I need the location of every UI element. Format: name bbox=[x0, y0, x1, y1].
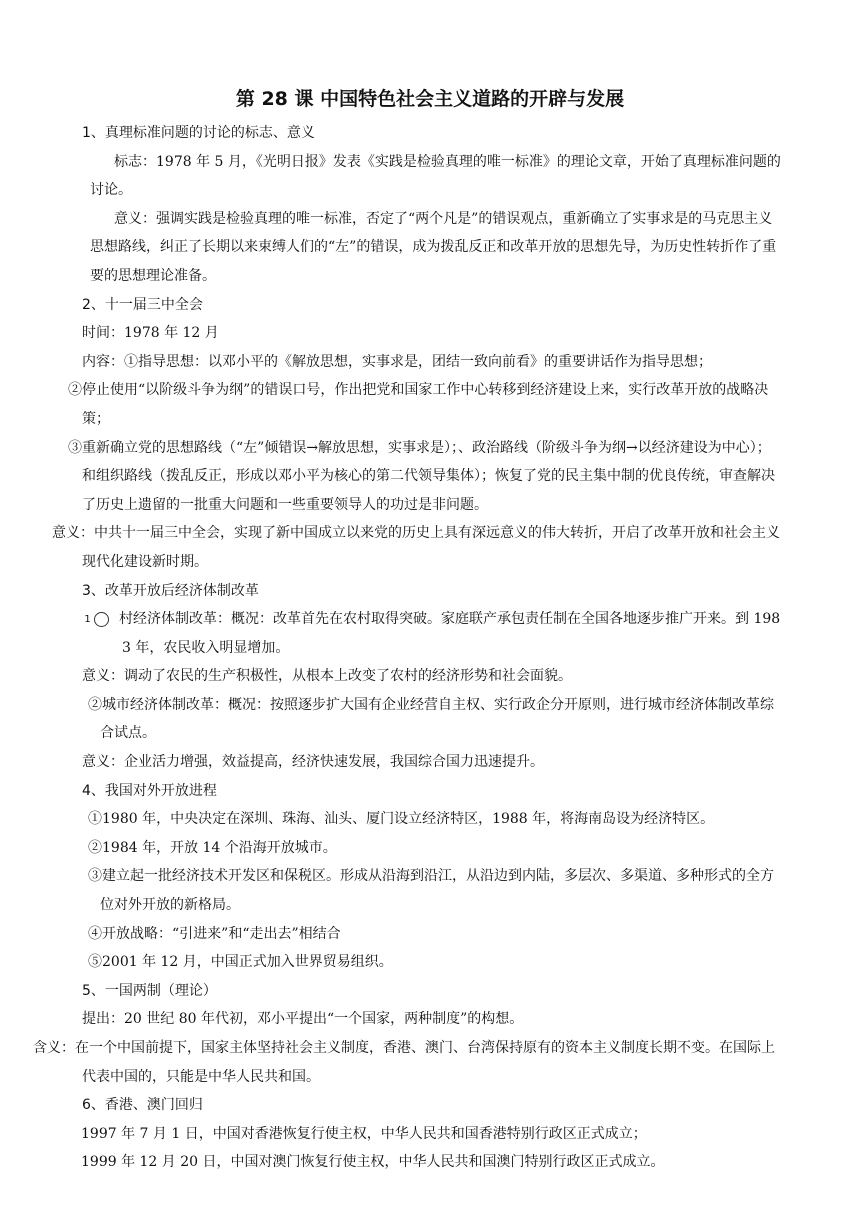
section-3-item-1 bbox=[82, 605, 782, 662]
section-3-item-1-text: 村经济体制改革：概况：改革首先在农村取得突破。家庭联产承包责任制在全国各地逐步推广开来。到 1983 年，农民收入明显增加。 bbox=[119, 611, 781, 656]
section-3-item-2: ②城市经济体制改革：概况：按照逐步扩大国有企业经营自主权、实行政企分开原则，进行城市经济体制改革综合试点。 bbox=[88, 696, 774, 742]
section-6-heading: 6、香港、澳门回归 bbox=[82, 1097, 203, 1114]
section-4-item: ②1984 年，开放 14 个沿海开放城市。 bbox=[88, 839, 337, 856]
section-2-heading: 2、十一届三中全会 bbox=[82, 296, 203, 313]
page-title: 第 28 课 中国特色社会主义道路的开辟与发展 bbox=[235, 88, 625, 110]
section-4-item: ⑤2001 年 12 月，中国正式加入世界贸易组织。 bbox=[88, 954, 393, 971]
section-3-item-2-yiyi: 意义：企业活力增强，效益提高，经济快速发展，我国综合国力迅速提升。 bbox=[82, 754, 544, 771]
section-1-biaozhi: 标志：1978 年 5 月，《光明日报》发表《实践是检验真理的唯一标准》的理论文章，开始了真理标准问题的讨论。 bbox=[90, 153, 781, 199]
circled-number-1: 1 bbox=[94, 612, 109, 627]
section-4-item: ①1980 年，中央决定在深圳、珠海、汕头、厦门设立经济特区，1988 年，将海南岛设为经济特区。 bbox=[88, 811, 715, 828]
section-2-content-2: ②停止使用“以阶级斗争为纲”的错误口号，作出把党和国家工作中心转移到经济建设上来，实行改革开放的战略决策； bbox=[68, 382, 769, 427]
section-5-tichu: 提出：20 世纪 80 年代初，邓小平提出“一个国家，两种制度”的构想。 bbox=[82, 1011, 524, 1028]
section-5-hanyi: 含义：在一个中国前提下，国家主体坚持社会主义制度，香港、澳门、台湾保持原有的资本主义制度长期不变。在国际上代表中国的，只能是中华人民共和国。 bbox=[33, 1040, 775, 1085]
section-6-line-2: 1999 年 12 月 20 日，中国对澳门恢复行使主权，中华人民共和国澳门特别行政区正式成立。 bbox=[81, 1154, 665, 1171]
section-1-yiyi: 意义：强调实践是检验真理的唯一标准，否定了“两个凡是”的错误观点，重新确立了实事求是的马克思主义思想路线，纠正了长期以来束缚人们的“左”的错误，成为拨乱反正和改革开放的思想先导，为历史性转折作了重要的思想理论准备。 bbox=[90, 210, 777, 284]
section-6-line-1: 1997 年 7 月 1 日，中国对香港恢复行使主权，中华人民共和国香港特别行政区正式成立； bbox=[81, 1125, 647, 1142]
section-4-heading: 4、我国对外开放进程 bbox=[82, 782, 217, 799]
section-4-item: ④开放战略：“引进来”和“走出去”相结合 bbox=[88, 925, 341, 942]
section-3-item-1-yiyi: 意义：调动了农民的生产积极性，从根本上改变了农村的经济形势和社会面貌。 bbox=[82, 668, 572, 685]
document-body bbox=[33, 119, 782, 1177]
section-2-time: 时间：1978 年 12 月 bbox=[82, 325, 219, 342]
section-4-item: ③建立起一批经济技术开发区和保税区。形成从沿海到沿江，从沿边到内陆，多层次、多渠道、多种形式的全方位对外开放的新格局。 bbox=[88, 868, 774, 914]
section-1-heading: 1、真理标准问题的讨论的标志、意义 bbox=[82, 125, 315, 141]
section-2-content-3: ③重新确立党的思想路线（“左”倾错误→解放思想，实事求是）；、政治路线（阶级斗争为纲→以经济建设为中心）；和组织路线（拨乱反正，形成以邓小平为核心的第二代领导集体）；恢复了党的民主集中制的优良传统，审查解决了历史上遗留的一批重大问题和一些重要领导人的功过是非问题。 bbox=[68, 439, 775, 513]
section-3-heading: 3、改革开放后经济体制改革 bbox=[82, 582, 259, 599]
section-2-content-1: 内容：①指导思想：以邓小平的《解放思想，实事求是，团结一致向前看》的重要讲话作为指导思想； bbox=[82, 353, 712, 370]
section-5-heading: 5、一国两制（理论） bbox=[82, 982, 217, 999]
section-2-significance: 意义：中共十一届三中全会，实现了新中国成立以来党的历史上具有深远意义的伟大转折，开启了改革开放和社会主义现代化建设新时期。 bbox=[52, 525, 780, 570]
